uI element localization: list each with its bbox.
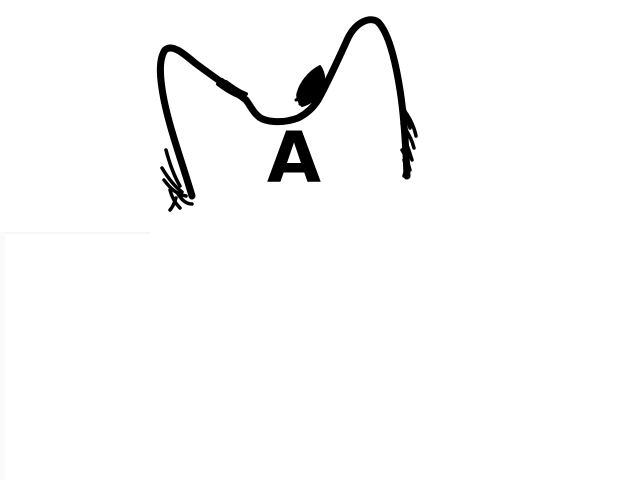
right-ear-outline — [318, 20, 407, 176]
letter-a: A — [266, 117, 322, 199]
